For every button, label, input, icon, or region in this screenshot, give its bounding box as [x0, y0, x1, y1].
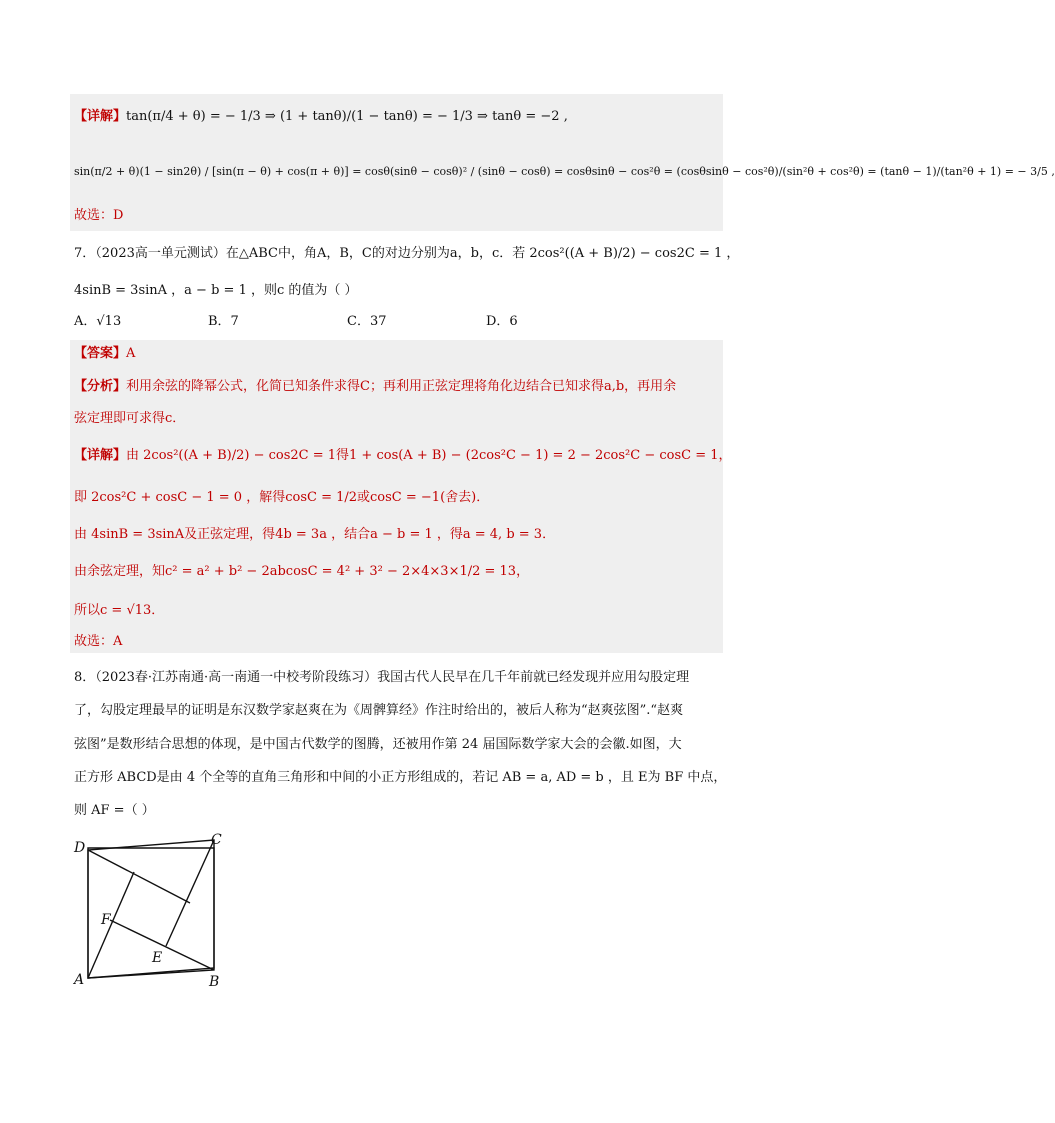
- q7-answer-line: [74, 344, 135, 364]
- q8-line4: [74, 768, 726, 788]
- detail-text4: 由余弦定理，知c² = a² + b² − 2abcosC = 4² + 3² − 2×4×3×1/2 = 13，: [74, 564, 530, 579]
- choose-value: A: [113, 634, 123, 649]
- line-d-inner: [88, 850, 190, 903]
- choose-label: 故选：: [74, 634, 114, 649]
- q8-line1: [74, 668, 689, 688]
- q7-stem1: 7．（2023高一单元测试）在△ABC中，角A，B，C的对边分别为a，b，c．若 2cos²((A + B)/2) − cos2C = 1 ，: [74, 246, 740, 261]
- prev-detail-line2: [74, 162, 1055, 182]
- q8-stem5: 则 AF =（ ）: [74, 803, 155, 818]
- choose-label: 故选：: [74, 208, 114, 223]
- q7-option-a: A．√13: [74, 314, 122, 329]
- square-abcd: [88, 840, 214, 978]
- q8-stem3: 弦图”是数形结合思想的体现，是中国古代数学的图腾，还被用作第 24 届国际数学家大会的会徽.如图，大: [74, 737, 682, 752]
- line-c-inner: [166, 840, 214, 946]
- label-c: C: [211, 832, 222, 848]
- line-a-to-c-side: [88, 872, 134, 978]
- q7-choose-line: [74, 632, 122, 652]
- label-b: B: [209, 974, 220, 990]
- q7-detail-line5: [74, 601, 164, 621]
- detail-text2: 即 2cos²C + cosC − 1 = 0 ，解得cosC = 1/2或cosC = −1(舍去)．: [74, 490, 490, 505]
- answer-value: A: [126, 346, 136, 361]
- label-d: D: [74, 840, 86, 856]
- q7-detail-line2: [74, 488, 489, 508]
- answer-tag: 【答案】: [74, 346, 127, 361]
- detail-tag: 【详解】: [74, 109, 127, 124]
- zhao-shuang-figure: [68, 828, 238, 998]
- q7-detail-line1: [74, 446, 732, 466]
- q7-analysis-line2: [74, 409, 185, 429]
- analysis-tag: 【分析】: [74, 379, 127, 394]
- q7-detail-line4: [74, 562, 529, 582]
- q8-line3: [74, 735, 682, 755]
- label-a: A: [74, 972, 85, 988]
- analysis-text2: 弦定理即可求得c．: [74, 411, 186, 426]
- q7-option-c: C．37: [347, 314, 387, 329]
- detail-tag: 【详解】: [74, 448, 127, 463]
- label-e: E: [152, 950, 163, 966]
- choose-value: D: [113, 208, 124, 223]
- detail-text3: 由 4sinB = 3sinA及正弦定理，得4b = 3a ，结合a − b = 1 ，得a = 4, b = 3．: [74, 527, 556, 542]
- q8-stem4: 正方形 ABCD是由 4 个全等的直角三角形和中间的小正方形组成的，若记 AB = a, AD = b ，且 E为 BF 中点，: [74, 770, 727, 785]
- q7-line1: [74, 244, 739, 264]
- label-f: F: [101, 912, 111, 928]
- analysis-text1: 利用余弦的降幂公式，化简已知条件求得C；再利用正弦定理将角化边结合已知求得a,b，再用余: [126, 379, 677, 394]
- q7-option-b: B．7: [208, 314, 239, 329]
- prev-detail-line1: [74, 107, 568, 127]
- q7-stem2: 4sinB = 3sinA ，a − b = 1 ，则c 的值为（ ）: [74, 283, 358, 298]
- q7-options: [74, 312, 674, 332]
- detail-text5: 所以c = √13．: [74, 603, 165, 618]
- prev-choose-line: [74, 206, 123, 226]
- q8-line2: [74, 701, 683, 721]
- q7-analysis-line1: [74, 377, 676, 397]
- prev-detail-formula2: sin(π/2 + θ)(1 − sin2θ) / [sin(π − θ) + cos(π + θ)] = cosθ(sinθ − cosθ)² / (sinθ − cosθ) = cosθsinθ − cos²θ = (cosθsinθ − cos²θ)/(sin²θ + cos²θ) = (tanθ − 1)/(tan²θ + 1) = − 3/5 ,: [74, 165, 1055, 178]
- q8-line5: [74, 801, 155, 821]
- detail-text1: 由 2cos²((A + B)/2) − cos2C = 1得1 + cos(A + B) − (2cos²C − 1) = 2 − 2cos²C − cosC = 1，: [126, 448, 732, 463]
- q8-stem2: 了，勾股定理最早的证明是东汉数学家赵爽在为《周髀算经》作注时给出的，被后人称为“赵爽弦图”.“赵爽: [74, 703, 684, 718]
- q7-detail-line3: [74, 525, 555, 545]
- q7-option-d: D．6: [486, 314, 518, 329]
- q8-stem1: 8．（2023春·江苏南通·高一南通一中校考阶段练习）我国古代人民早在几千年前就已经发现并应用勾股定理: [74, 670, 690, 685]
- q7-line2: [74, 281, 358, 301]
- prev-detail-formula1: tan(π/4 + θ) = − 1/3 ⇒ (1 + tanθ)/(1 − tanθ) = − 1/3 ⇒ tanθ = −2 ,: [126, 109, 568, 124]
